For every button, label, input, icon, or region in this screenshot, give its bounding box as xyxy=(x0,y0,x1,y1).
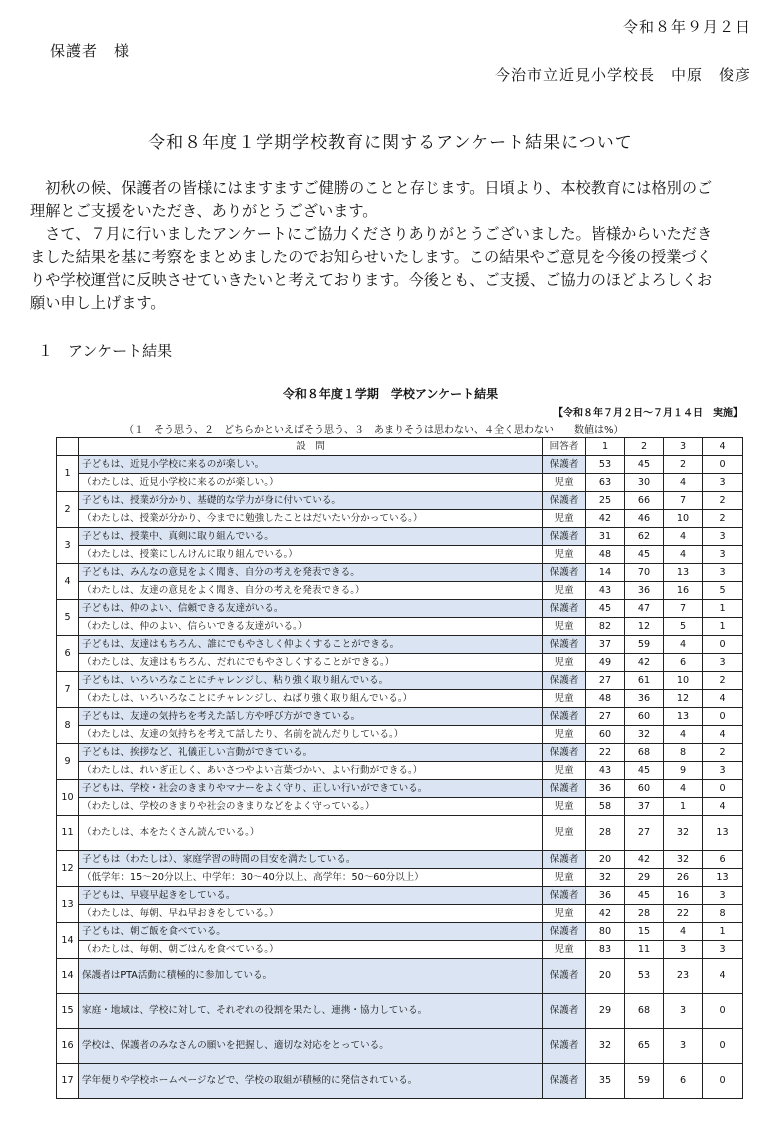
question-number: 6 xyxy=(57,636,79,672)
question-text: 子どもは、授業中、真剣に取り組んでいる。 xyxy=(79,528,543,546)
value-choice-2: 66 xyxy=(625,492,664,510)
question-number: 16 xyxy=(57,1029,79,1064)
value-choice-3: 6 xyxy=(664,1064,703,1099)
question-text: （わたしは、毎朝、朝ごはんを食べている。） xyxy=(79,941,543,959)
question-text: 子どもは、授業が分かり、基礎的な学力が身に付いている。 xyxy=(79,492,543,510)
document-title: 令和８年度１学期学校教育に関するアンケート結果について xyxy=(148,133,633,153)
paragraph-line: 理解とご支援をいただき、ありがとうございます。 xyxy=(30,202,378,220)
value-choice-4: 0 xyxy=(703,636,743,654)
question-text: 子どもは、挨拶など、礼儀正しい言動ができている。 xyxy=(79,744,543,762)
value-choice-4: 2 xyxy=(703,744,743,762)
respondent: 保護者 xyxy=(543,744,586,762)
respondent: 保護者 xyxy=(543,564,586,582)
table-row xyxy=(57,654,743,672)
value-choice-3: 10 xyxy=(664,510,703,528)
value-choice-4: 4 xyxy=(703,798,743,816)
header-number xyxy=(57,438,79,456)
table-row xyxy=(57,887,743,905)
header-choice-3: 3 xyxy=(664,438,703,456)
respondent: 保護者 xyxy=(543,708,586,726)
value-choice-3: 13 xyxy=(664,708,703,726)
value-choice-4: 0 xyxy=(703,780,743,798)
table-row xyxy=(57,959,743,994)
table-row xyxy=(57,510,743,528)
table-row xyxy=(57,672,743,690)
respondent: 児童 xyxy=(543,941,586,959)
value-choice-4: 3 xyxy=(703,546,743,564)
value-choice-3: 3 xyxy=(664,941,703,959)
table-row xyxy=(57,690,743,708)
value-choice-1: 32 xyxy=(586,869,625,887)
respondent: 保護者 xyxy=(543,528,586,546)
table-header-row xyxy=(57,438,743,456)
question-number: 14 xyxy=(57,959,79,994)
respondent: 保護者 xyxy=(543,456,586,474)
value-choice-3: 4 xyxy=(664,528,703,546)
respondent: 保護者 xyxy=(543,600,586,618)
question-number: 7 xyxy=(57,672,79,708)
value-choice-2: 15 xyxy=(625,923,664,941)
respondent: 児童 xyxy=(543,546,586,564)
value-choice-1: 31 xyxy=(586,528,625,546)
question-text: 子どもは、近見小学校に来るのが楽しい。 xyxy=(79,456,543,474)
value-choice-3: 4 xyxy=(664,726,703,744)
value-choice-2: 59 xyxy=(625,1064,664,1099)
value-choice-3: 32 xyxy=(664,851,703,869)
respondent: 保護者 xyxy=(543,887,586,905)
value-choice-2: 62 xyxy=(625,528,664,546)
value-choice-1: 20 xyxy=(586,851,625,869)
table-row xyxy=(57,816,743,851)
value-choice-2: 42 xyxy=(625,851,664,869)
question-text: （わたしは、れいぎ正しく、あいさつやよい言葉づかい、よい行動ができる。） xyxy=(79,762,543,780)
value-choice-3: 12 xyxy=(664,690,703,708)
value-choice-4: 13 xyxy=(703,869,743,887)
value-choice-4: 2 xyxy=(703,672,743,690)
paragraph-line: さて、７月に行いましたアンケートにご協力くださりありがとうございました。皆様からいただき xyxy=(30,225,713,243)
header-choice-2: 2 xyxy=(625,438,664,456)
respondent: 児童 xyxy=(543,618,586,636)
value-choice-2: 42 xyxy=(625,654,664,672)
value-choice-2: 53 xyxy=(625,959,664,994)
value-choice-1: 22 xyxy=(586,744,625,762)
value-choice-4: 2 xyxy=(703,510,743,528)
value-choice-4: 0 xyxy=(703,1064,743,1099)
value-choice-3: 3 xyxy=(664,994,703,1029)
value-choice-3: 3 xyxy=(664,1029,703,1064)
respondent: 児童 xyxy=(543,762,586,780)
respondent: 児童 xyxy=(543,654,586,672)
question-number: 9 xyxy=(57,744,79,780)
respondent: 保護者 xyxy=(543,1029,586,1064)
value-choice-3: 4 xyxy=(664,780,703,798)
respondent: 保護者 xyxy=(543,994,586,1029)
question-text: （わたしは、友達はもちろん、だれにでもやさしくすることができる。） xyxy=(79,654,543,672)
table-row xyxy=(57,762,743,780)
value-choice-2: 36 xyxy=(625,582,664,600)
question-number: 8 xyxy=(57,708,79,744)
section-heading: １ アンケート結果 xyxy=(38,342,173,360)
value-choice-2: 45 xyxy=(625,887,664,905)
table-row xyxy=(57,582,743,600)
question-number: 3 xyxy=(57,528,79,564)
question-number: 1 xyxy=(57,456,79,492)
value-choice-3: 6 xyxy=(664,654,703,672)
value-choice-3: 7 xyxy=(664,492,703,510)
value-choice-2: 46 xyxy=(625,510,664,528)
value-choice-3: 26 xyxy=(664,869,703,887)
value-choice-4: 3 xyxy=(703,564,743,582)
respondent: 保護者 xyxy=(543,851,586,869)
question-text: 子どもは、朝ご飯を食べている。 xyxy=(79,923,543,941)
value-choice-1: 27 xyxy=(586,708,625,726)
value-choice-1: 63 xyxy=(586,474,625,492)
value-choice-1: 48 xyxy=(586,546,625,564)
value-choice-4: 3 xyxy=(703,941,743,959)
value-choice-3: 4 xyxy=(664,923,703,941)
survey-legend: （１ そう思う、２ どちらかといえばそう思う、３ あまりそうは思わない、４全く思わない 数値は%） xyxy=(124,425,624,436)
question-number: 5 xyxy=(57,600,79,636)
question-number: 11 xyxy=(57,816,79,851)
respondent: 児童 xyxy=(543,474,586,492)
value-choice-2: 60 xyxy=(625,780,664,798)
paragraph-line: りや学校運営に反映させていきたいと考えております。今後とも、ご支援、ご協力のほどよろしくお xyxy=(30,271,713,289)
header-respondent: 回答者 xyxy=(543,438,586,456)
value-choice-1: 49 xyxy=(586,654,625,672)
value-choice-3: 5 xyxy=(664,618,703,636)
value-choice-1: 32 xyxy=(586,1029,625,1064)
respondent: 児童 xyxy=(543,905,586,923)
value-choice-1: 28 xyxy=(586,816,625,851)
value-choice-4: 0 xyxy=(703,708,743,726)
value-choice-1: 20 xyxy=(586,959,625,994)
value-choice-4: 4 xyxy=(703,690,743,708)
question-text: 子どもは、早寝早起きをしている。 xyxy=(79,887,543,905)
question-text: （わたしは、友達の意見をよく聞き、自分の考えを発表できる。） xyxy=(79,582,543,600)
value-choice-2: 60 xyxy=(625,708,664,726)
question-text: 学校は、保護者のみなさんの願いを把握し、適切な対応をとっている。 xyxy=(79,1029,543,1064)
value-choice-3: 4 xyxy=(664,474,703,492)
value-choice-3: 4 xyxy=(664,546,703,564)
table-row xyxy=(57,546,743,564)
value-choice-1: 80 xyxy=(586,923,625,941)
value-choice-3: 13 xyxy=(664,564,703,582)
value-choice-3: 16 xyxy=(664,887,703,905)
value-choice-2: 65 xyxy=(625,1029,664,1064)
question-number: 4 xyxy=(57,564,79,600)
question-text: （わたしは、授業が分かり、今までに勉強したことはだいたい分かっている。） xyxy=(79,510,543,528)
value-choice-4: 3 xyxy=(703,762,743,780)
value-choice-2: 59 xyxy=(625,636,664,654)
value-choice-2: 68 xyxy=(625,994,664,1029)
survey-table xyxy=(56,437,743,1099)
question-text: 子どもは、学校・社会のきまりやマナーをよく守り、正しい行いができている。 xyxy=(79,780,543,798)
table-row xyxy=(57,869,743,887)
question-number: 14 xyxy=(57,923,79,959)
value-choice-1: 25 xyxy=(586,492,625,510)
value-choice-3: 10 xyxy=(664,672,703,690)
question-text: 家庭・地域は、学校に対して、それぞれの役割を果たし、連携・協力している。 xyxy=(79,994,543,1029)
value-choice-3: 16 xyxy=(664,582,703,600)
value-choice-2: 11 xyxy=(625,941,664,959)
value-choice-4: 3 xyxy=(703,887,743,905)
table-row xyxy=(57,905,743,923)
value-choice-1: 27 xyxy=(586,672,625,690)
question-text: （低学年：15～20分以上、中学年：30～40分以上、高学年：50～60分以上） xyxy=(79,869,543,887)
value-choice-2: 45 xyxy=(625,762,664,780)
value-choice-2: 68 xyxy=(625,744,664,762)
table-row xyxy=(57,798,743,816)
question-text: 子どもは（わたしは）、家庭学習の時間の目安を満たしている。 xyxy=(79,851,543,869)
value-choice-4: 3 xyxy=(703,528,743,546)
value-choice-4: 0 xyxy=(703,1029,743,1064)
value-choice-2: 70 xyxy=(625,564,664,582)
value-choice-4: 13 xyxy=(703,816,743,851)
table-row xyxy=(57,708,743,726)
value-choice-1: 36 xyxy=(586,887,625,905)
respondent: 児童 xyxy=(543,582,586,600)
value-choice-3: 8 xyxy=(664,744,703,762)
value-choice-1: 48 xyxy=(586,690,625,708)
question-text: （わたしは、近見小学校に来るのが楽しい。） xyxy=(79,474,543,492)
question-text: 子どもは、みんなの意見をよく聞き、自分の考えを発表できる。 xyxy=(79,564,543,582)
value-choice-3: 32 xyxy=(664,816,703,851)
respondent: 児童 xyxy=(543,510,586,528)
respondent: 児童 xyxy=(543,726,586,744)
value-choice-2: 45 xyxy=(625,546,664,564)
value-choice-4: 5 xyxy=(703,582,743,600)
table-row xyxy=(57,780,743,798)
table-row xyxy=(57,636,743,654)
respondent: 保護者 xyxy=(543,780,586,798)
respondent: 保護者 xyxy=(543,672,586,690)
value-choice-1: 82 xyxy=(586,618,625,636)
value-choice-1: 53 xyxy=(586,456,625,474)
value-choice-2: 61 xyxy=(625,672,664,690)
question-text: （わたしは、いろいろなことにチャレンジし、ねばり強く取り組んでいる。） xyxy=(79,690,543,708)
question-text: 学年便りや学校ホームページなどで、学校の取組が積極的に発信されている。 xyxy=(79,1064,543,1099)
question-text: （わたしは、授業にしんけんに取り組んでいる。） xyxy=(79,546,543,564)
value-choice-1: 43 xyxy=(586,762,625,780)
table-row xyxy=(57,1029,743,1064)
question-text: （わたしは、仲のよい、信らいできる友達がいる。） xyxy=(79,618,543,636)
explanation-paragraph xyxy=(30,223,772,315)
value-choice-4: 0 xyxy=(703,994,743,1029)
table-row xyxy=(57,941,743,959)
value-choice-1: 37 xyxy=(586,636,625,654)
greeting-paragraph xyxy=(30,177,772,223)
survey-table-body xyxy=(57,456,743,1099)
value-choice-2: 27 xyxy=(625,816,664,851)
header-question: 設 問 xyxy=(79,438,543,456)
question-text: 子どもは、友達はもちろん、誰にでもやさしく仲よくすることができる。 xyxy=(79,636,543,654)
value-choice-1: 29 xyxy=(586,994,625,1029)
respondent: 児童 xyxy=(543,869,586,887)
respondent: 保護者 xyxy=(543,923,586,941)
table-row xyxy=(57,726,743,744)
value-choice-2: 12 xyxy=(625,618,664,636)
question-number: 12 xyxy=(57,851,79,887)
value-choice-3: 2 xyxy=(664,456,703,474)
value-choice-4: 2 xyxy=(703,492,743,510)
value-choice-2: 30 xyxy=(625,474,664,492)
sender: 今治市立近見小学校長 中原 俊彦 xyxy=(494,66,751,84)
value-choice-1: 14 xyxy=(586,564,625,582)
value-choice-1: 45 xyxy=(586,600,625,618)
question-number: 17 xyxy=(57,1064,79,1099)
table-row xyxy=(57,851,743,869)
addressee: 保護者 様 xyxy=(50,42,131,60)
table-row xyxy=(57,528,743,546)
table-row xyxy=(57,600,743,618)
respondent: 保護者 xyxy=(543,1064,586,1099)
question-text: （わたしは、学校のきまりや社会のきまりなどをよく守っている。） xyxy=(79,798,543,816)
header-choice-1: 1 xyxy=(586,438,625,456)
value-choice-1: 35 xyxy=(586,1064,625,1099)
table-row xyxy=(57,618,743,636)
value-choice-1: 43 xyxy=(586,582,625,600)
value-choice-3: 7 xyxy=(664,600,703,618)
table-row xyxy=(57,492,743,510)
value-choice-2: 36 xyxy=(625,690,664,708)
value-choice-2: 32 xyxy=(625,726,664,744)
value-choice-4: 4 xyxy=(703,726,743,744)
question-text: （わたしは、友達の気持ちを考えて話したり、名前を読んだりしている。） xyxy=(79,726,543,744)
value-choice-4: 1 xyxy=(703,923,743,941)
value-choice-1: 58 xyxy=(586,798,625,816)
survey-title: 令和８年度１学期 学校アンケート結果 xyxy=(282,387,499,401)
question-text: （わたしは、毎朝、早ね早おきをしている。） xyxy=(79,905,543,923)
value-choice-3: 1 xyxy=(664,798,703,816)
respondent: 保護者 xyxy=(543,959,586,994)
question-number: 13 xyxy=(57,887,79,923)
question-number: 10 xyxy=(57,780,79,816)
value-choice-4: 3 xyxy=(703,474,743,492)
value-choice-4: 1 xyxy=(703,600,743,618)
value-choice-1: 42 xyxy=(586,905,625,923)
value-choice-4: 6 xyxy=(703,851,743,869)
question-text: 子どもは、仲のよい、信頼できる友達がいる。 xyxy=(79,600,543,618)
question-text: 保護者はPTA活動に積極的に参加している。 xyxy=(79,959,543,994)
value-choice-4: 3 xyxy=(703,654,743,672)
value-choice-2: 47 xyxy=(625,600,664,618)
question-text: 子どもは、いろいろなことにチャレンジし、粘り強く取り組んでいる。 xyxy=(79,672,543,690)
value-choice-2: 28 xyxy=(625,905,664,923)
value-choice-3: 23 xyxy=(664,959,703,994)
respondent: 児童 xyxy=(543,690,586,708)
value-choice-3: 4 xyxy=(664,636,703,654)
value-choice-1: 83 xyxy=(586,941,625,959)
table-row xyxy=(57,456,743,474)
paragraph-line: ました結果を基に考察をまとめましたのでお知らせいたします。この結果やご意見を今後の授業づく xyxy=(30,248,712,266)
question-text: 子どもは、友達の気持ちを考えた話し方や呼び方ができている。 xyxy=(79,708,543,726)
value-choice-4: 4 xyxy=(703,959,743,994)
value-choice-1: 42 xyxy=(586,510,625,528)
value-choice-4: 8 xyxy=(703,905,743,923)
value-choice-1: 36 xyxy=(586,780,625,798)
table-row xyxy=(57,994,743,1029)
value-choice-1: 60 xyxy=(586,726,625,744)
table-row xyxy=(57,564,743,582)
value-choice-3: 22 xyxy=(664,905,703,923)
paragraph-line: 願い申し上げます。 xyxy=(30,294,166,312)
question-text: （わたしは、本をたくさん読んでいる。） xyxy=(79,816,543,851)
respondent: 児童 xyxy=(543,798,586,816)
question-number: 2 xyxy=(57,492,79,528)
survey-period: 【令和８年７月２日～７月１４日 実施】 xyxy=(553,408,743,419)
respondent: 保護者 xyxy=(543,636,586,654)
table-row xyxy=(57,474,743,492)
table-row xyxy=(57,1064,743,1099)
value-choice-2: 29 xyxy=(625,869,664,887)
respondent: 児童 xyxy=(543,816,586,851)
value-choice-2: 37 xyxy=(625,798,664,816)
value-choice-2: 45 xyxy=(625,456,664,474)
value-choice-4: 1 xyxy=(703,618,743,636)
question-number: 15 xyxy=(57,994,79,1029)
header-choice-4: 4 xyxy=(703,438,743,456)
value-choice-4: 0 xyxy=(703,456,743,474)
table-row xyxy=(57,923,743,941)
value-choice-3: 9 xyxy=(664,762,703,780)
respondent: 保護者 xyxy=(543,492,586,510)
paragraph-line: 初秋の候、保護者の皆様にはますますご健勝のことと存じます。日頃より、本校教育には格別のご xyxy=(30,179,713,197)
document-date: 令和８年９月２日 xyxy=(622,18,751,36)
table-row xyxy=(57,744,743,762)
